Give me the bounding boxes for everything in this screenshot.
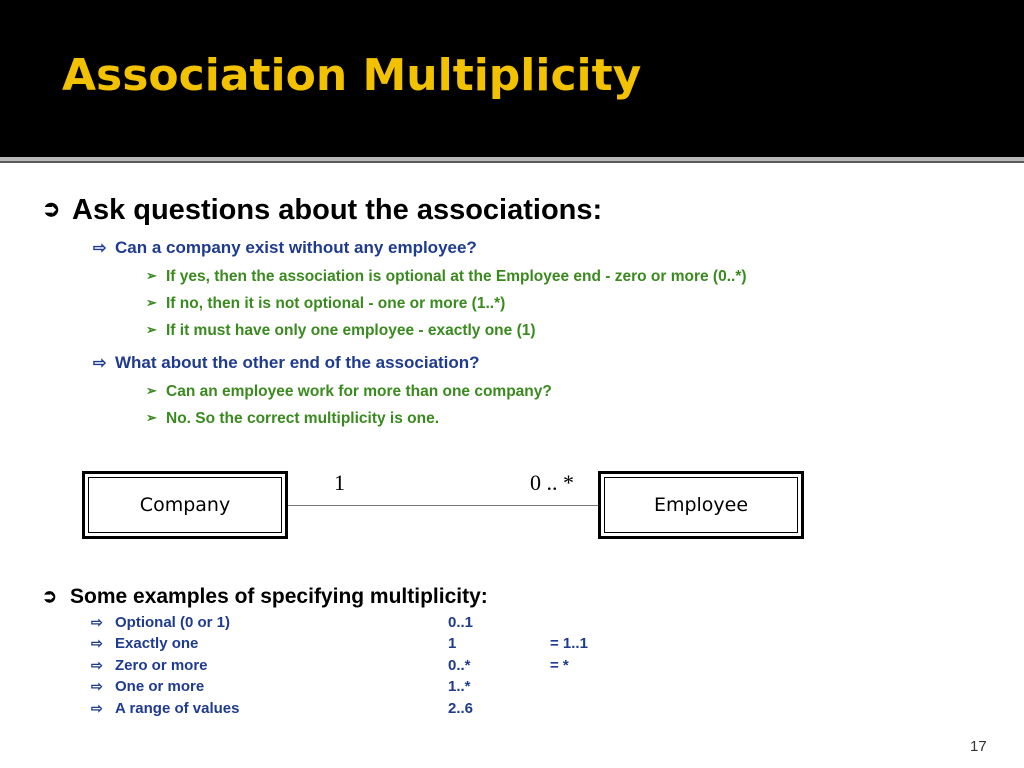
curved-arrow-bullet-icon: ➲ <box>42 586 58 606</box>
outline-arrow-bullet-icon: ⇨ <box>91 635 103 651</box>
example-row <box>91 635 588 655</box>
outline-arrow-bullet-icon: ⇨ <box>91 700 103 716</box>
class-box-employee <box>598 471 804 539</box>
association-line <box>288 505 598 506</box>
outline-arrow-bullet-icon: ⇨ <box>91 614 103 630</box>
class-name-company: Company <box>88 477 282 533</box>
example-row <box>91 657 569 677</box>
example-equivalent: = 1..1 <box>550 635 588 652</box>
arrowhead-bullet-icon: ➢ <box>146 410 157 425</box>
bullet-examples <box>42 585 488 609</box>
example-value: 0..* <box>448 657 471 674</box>
detail-text: If it must have only one employee - exactly one (1) <box>166 322 536 339</box>
outline-arrow-bullet-icon: ⇨ <box>91 678 103 694</box>
example-label: Exactly one <box>115 635 199 652</box>
example-row <box>91 678 471 698</box>
sub-bullet-question-1 <box>93 238 477 258</box>
title-divider-shadow <box>0 161 1024 163</box>
outline-arrow-bullet-icon: ⇨ <box>93 240 107 257</box>
bullet-ask-questions <box>42 194 603 227</box>
example-label: One or more <box>115 678 205 695</box>
arrowhead-bullet-icon: ➢ <box>146 383 157 398</box>
detail-bullet <box>146 322 536 340</box>
example-value: 2..6 <box>448 700 474 717</box>
bullet-text: Ask questions about the associations: <box>72 194 603 226</box>
bullet-text: Some examples of specifying multiplicity: <box>70 585 488 608</box>
detail-bullet <box>146 410 440 428</box>
multiplicity-company-end: 1 <box>334 470 345 495</box>
example-equivalent: = * <box>550 657 569 674</box>
sub-bullet-text: What about the other end of the association? <box>115 353 480 372</box>
curved-arrow-bullet-icon: ➲ <box>42 196 61 221</box>
sub-bullet-text: Can a company exist without any employee? <box>115 238 477 257</box>
example-label: A range of values <box>115 700 240 717</box>
outline-arrow-bullet-icon: ⇨ <box>93 355 107 372</box>
outline-arrow-bullet-icon: ⇨ <box>91 657 103 673</box>
detail-bullet <box>146 268 747 286</box>
example-value: 0..1 <box>448 614 474 631</box>
arrowhead-bullet-icon: ➢ <box>146 295 157 310</box>
slide-title: Association Multiplicity <box>62 50 642 101</box>
example-row <box>91 614 474 634</box>
class-box-company <box>82 471 288 539</box>
example-label: Optional (0 or 1) <box>115 614 231 631</box>
title-bar <box>0 0 1024 157</box>
class-name-employee: Employee <box>604 477 798 533</box>
sub-bullet-question-2 <box>93 353 480 373</box>
example-value: 1 <box>448 635 457 652</box>
multiplicity-employee-end: 0 .. * <box>530 470 574 495</box>
arrowhead-bullet-icon: ➢ <box>146 268 157 283</box>
detail-text: Can an employee work for more than one company? <box>166 383 552 400</box>
page-number: 17 <box>970 738 987 755</box>
example-label: Zero or more <box>115 657 208 674</box>
detail-text: If yes, then the association is optional at the Employee end - zero or more (0..*) <box>166 268 747 285</box>
example-row <box>91 700 474 720</box>
detail-text: If no, then it is not optional - one or more (1..*) <box>166 295 506 312</box>
example-value: 1..* <box>448 678 471 695</box>
arrowhead-bullet-icon: ➢ <box>146 322 157 337</box>
detail-text: No. So the correct multiplicity is one. <box>166 410 440 427</box>
detail-bullet <box>146 295 506 313</box>
detail-bullet <box>146 383 552 401</box>
